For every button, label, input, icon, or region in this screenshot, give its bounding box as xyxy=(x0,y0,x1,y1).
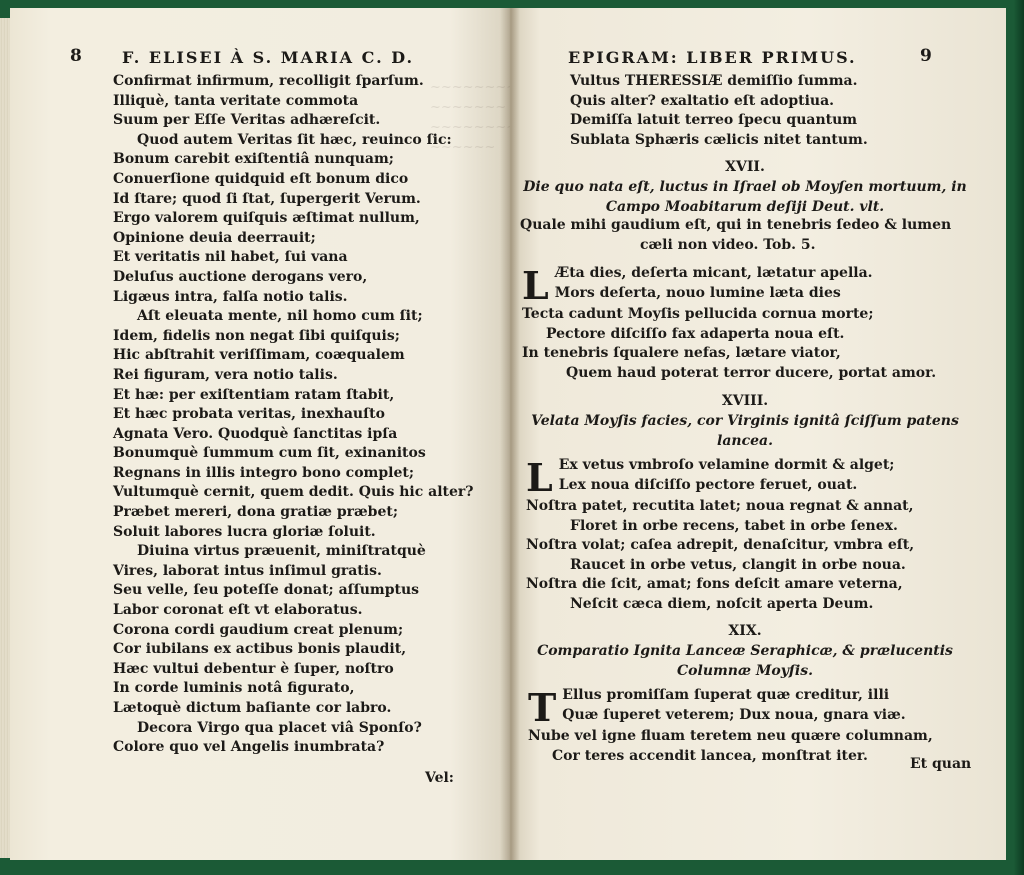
text-line: Id ſtare; quod ſi ſtat, ſupergerit Verum. xyxy=(113,190,421,207)
text-line: Aſt eleuata mente, nil homo cum ſit; xyxy=(137,308,423,325)
text-line: Seu velle, ſeu poteſſe donat; aſſumptus xyxy=(113,582,420,599)
epigram-verse xyxy=(526,456,914,615)
verse-line: Æta dies, deſerta micant, lætatur apella. xyxy=(554,265,873,281)
right-running-head: EPIGRAM: LIBER PRIMUS. xyxy=(568,48,857,67)
text-line: Vultumquè cernit, quem dedit. Quis hic alter? xyxy=(113,484,474,501)
title-line: Campo Moabitarum deſiji Deut. vlt. xyxy=(605,198,885,215)
epigram-title xyxy=(510,642,980,681)
left-text-block xyxy=(113,72,473,758)
epigraph-line: Quale mihi gaudium eſt, qui in tenebris ſedeo & lumen xyxy=(520,217,952,233)
verse-line: Mors deſerta, nouo lumine læta dies xyxy=(554,284,841,301)
title-line: Die quo nata eſt, luctus in Iſrael ob Moyſen mortuum, in xyxy=(523,179,967,195)
text-line: Quod autem Veritas ſit hæc, reuinco ſic: xyxy=(137,131,452,148)
verse-line: Nube vel igne fluam teretem neu quære columnam, xyxy=(528,728,933,744)
title-line: Comparatio Ignita Lanceæ Seraphicæ, & prælucentis xyxy=(537,643,953,659)
text-line: Præbet mereri, dona gratiæ præbet; xyxy=(113,504,398,521)
text-line: Hic abſtrahit veriſſimam, coæqualem xyxy=(113,347,405,364)
text-line: Idem, fidelis non negat ſibi quiſquis; xyxy=(113,327,400,344)
drop-cap: L xyxy=(522,263,549,308)
left-page xyxy=(10,8,529,860)
text-line: Soluit labores lucra gloriæ ſoluit. xyxy=(113,523,376,540)
left-page-number: 8 xyxy=(70,46,82,66)
title-line: lancea. xyxy=(717,432,773,449)
title-line: Velata Moyſis facies, cor Virginis ignitâ ſciſſum patens xyxy=(531,413,959,429)
left-running-head: F. ELISEI À S. MARIA C. D. xyxy=(122,48,415,67)
epigraph-line: cæli non video. Tob. 5. xyxy=(640,236,816,253)
text-line: Cor iubilans ex actibus bonis plaudit, xyxy=(113,641,407,658)
text-line: Conuerſione quidquid eſt bonum dico xyxy=(113,170,409,187)
text-line: In corde luminis notâ figurato, xyxy=(113,680,355,697)
verse-line: Tecta cadunt Moyſis pellucida cornua morte; xyxy=(522,306,874,322)
epigram-number: XIX. xyxy=(728,623,762,639)
text-line: Hæc vultui debentur è ſuper, noſtro xyxy=(113,660,394,677)
text-line: Ligæus intra, falſa notio talis. xyxy=(113,288,348,305)
verse-line: Noſtra volat; caſea adrepit, denaſcitur, vmbra eſt, xyxy=(526,537,915,554)
verse-line: Cor teres accendit lancea, monſtrat iter. xyxy=(552,747,868,764)
text-line: Corona cordi gaudium creat plenum; xyxy=(113,621,404,638)
text-line: Bonumquè ſummum cum ſit, exinanitos xyxy=(113,445,426,462)
epigram-title xyxy=(510,178,980,217)
text-line: Et hæ: per exiſtentiam ratam ſtabit, xyxy=(113,386,395,403)
verse-line: Pectore diſciſſo fax adaperta noua eſt. xyxy=(546,325,845,342)
text-line: Regnans in illis integro bono complet; xyxy=(113,464,415,481)
title-line: Columnæ Moyſis. xyxy=(677,662,813,679)
right-page-number: 9 xyxy=(920,46,932,66)
epigram-number: XVIII. xyxy=(721,393,769,409)
verse-line: Raucet in orbe vetus, clangit in orbe noua. xyxy=(570,556,906,573)
text-line: Demiſſa latuit terreo ſpecu quantum xyxy=(570,112,858,129)
text-line: Deluſus auctione derogans vero, xyxy=(113,268,368,285)
text-line: Agnata Vero. Quodquè ſanctitas ipſa xyxy=(113,425,398,442)
text-line: Decora Virgo qua placet viâ Sponſo? xyxy=(137,719,422,736)
verse-line: Neſcit cæca diem, noſcit aperta Deum. xyxy=(570,595,874,612)
text-line: Vires, laborat intus inſimul gratis. xyxy=(113,562,382,579)
bleed-through-text: ~~~~~~~~ ~~~~~~~ ~~~~~~~~~ ~~~~~~ xyxy=(430,80,529,155)
text-line: Quis alter? exaltatio eſt adoptiua. xyxy=(570,92,835,109)
drop-cap: T xyxy=(528,685,557,730)
right-catchword: Et quan xyxy=(910,756,972,772)
text-line: Et hæc probata veritas, inexhauſto xyxy=(113,406,385,423)
text-line: Et veritatis nil habet, ſui vana xyxy=(113,249,348,266)
right-top-lines xyxy=(570,72,868,150)
text-line: Rei figuram, vera notio talis. xyxy=(113,366,338,383)
epigram-verse xyxy=(528,686,933,766)
verse-line: Quem haud poterat terror ducere, portat amor. xyxy=(566,364,937,381)
verse-line: Quæ ſuperet veterem; Dux noua, gnara viæ. xyxy=(562,706,906,723)
verse-line: Noſtra patet, recutita latet; noua regnat & annat, xyxy=(526,498,914,514)
epigram-title xyxy=(510,412,980,451)
text-line: Suum per Eſſe Veritas adhæreſcit. xyxy=(113,112,381,129)
text-line: Lætoquè dictum baſiante cor labro. xyxy=(113,700,392,716)
verse-line: Ex vetus vmbroſo velamine dormit & alget; xyxy=(558,457,895,473)
verse-line: Floret in orbe recens, tabet in orbe ſenex. xyxy=(570,517,898,534)
book-gutter xyxy=(500,8,520,860)
text-line: Ergo valorem quiſquis æſtimat nullum, xyxy=(113,210,420,227)
text-line: Colore quo vel Angelis inumbrata? xyxy=(113,739,385,756)
verse-line: Lex noua diſciſſo pectore feruet, ouat. xyxy=(558,476,858,493)
text-line: Vultus THERESSIÆ demiſſio ſumma. xyxy=(570,73,858,89)
verse-line: In tenebris ſqualere nefas, lætare viator, xyxy=(522,345,841,362)
text-line: Opinione deuia deerrauit; xyxy=(113,229,316,246)
right-page xyxy=(510,8,1006,860)
epigram-verse xyxy=(522,264,936,383)
verse-line: Ellus promiſſam ſuperat quæ creditur, illi xyxy=(562,687,890,703)
left-catchword: Vel: xyxy=(425,770,454,786)
text-line: Sublata Sphæris cælicis nitet tantum. xyxy=(570,131,868,148)
drop-cap: L xyxy=(526,455,553,500)
text-line: Labor coronat eſt vt elaboratus. xyxy=(113,602,363,619)
verse-line: Noſtra die ſcit, amat; fons deſcit amare veterna, xyxy=(526,576,903,593)
text-line: Bonum carebit exiſtentiâ nunquam; xyxy=(113,151,394,168)
text-line: Illiquè, tanta veritate commota xyxy=(113,92,359,109)
text-line: Confirmat infirmum, recolligit ſparſum. xyxy=(113,73,424,89)
text-line: Diuina virtus præuenit, miniſtratquè xyxy=(137,543,426,560)
epigraph xyxy=(520,216,951,255)
epigram-number: XVII. xyxy=(725,159,765,175)
